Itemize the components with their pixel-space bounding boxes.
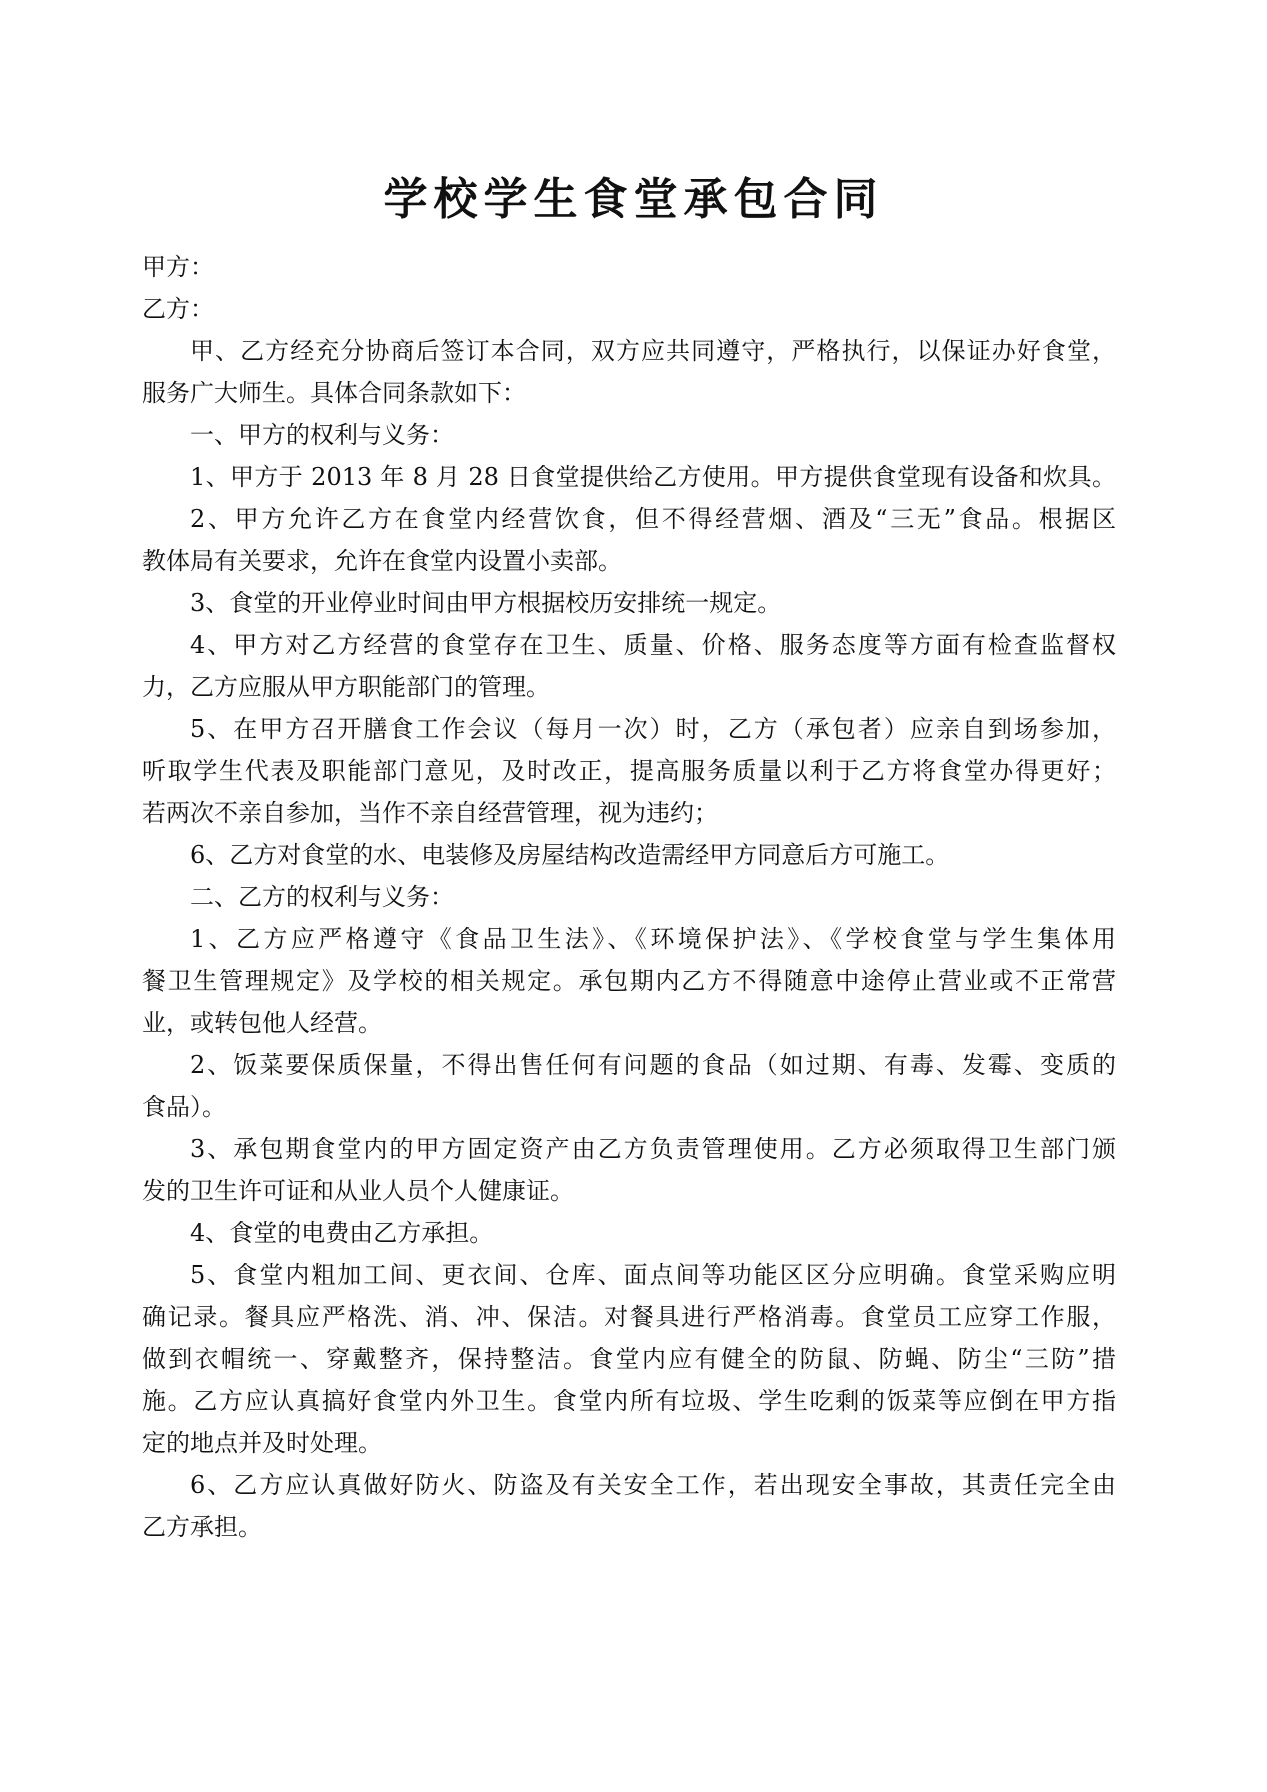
text-line: 6、乙方应认真做好防火、防盗及有关安全工作，若出现安全事故，其责任完全由 xyxy=(190,1471,1116,1499)
text-line: 教体局有关要求，允许在食堂内设置小卖部。 xyxy=(142,547,622,575)
text-line: 听取学生代表及职能部门意见，及时改正，提高服务质量以利于乙方将食堂办得更好； xyxy=(142,757,1116,785)
text-line: 服务广大师生。具体合同条款如下： xyxy=(142,379,526,407)
party-b-label: 乙方： xyxy=(142,295,214,323)
document-body xyxy=(142,246,1116,1548)
text-line: 业，或转包他人经营。 xyxy=(142,1009,382,1037)
text-line: 甲、乙方经充分协商后签订本合同，双方应共同遵守，严格执行，以保证办好食堂， xyxy=(190,337,1116,365)
text-line: 5、食堂内粗加工间、更衣间、仓库、面点间等功能区区分应明确。食堂采购应明 xyxy=(190,1261,1116,1289)
text-line: 力，乙方应服从甲方职能部门的管理。 xyxy=(142,673,550,701)
text-line: 4、食堂的电费由乙方承担。 xyxy=(190,1219,494,1247)
text-line: 发的卫生许可证和从业人员个人健康证。 xyxy=(142,1177,574,1205)
text-line: 5、在甲方召开膳食工作会议（每月一次）时，乙方（承包者）应亲自到场参加， xyxy=(190,715,1116,743)
contract-text xyxy=(142,330,1116,1548)
text-line: 食品）。 xyxy=(142,1093,226,1121)
text-line: 定的地点并及时处理。 xyxy=(142,1429,382,1457)
text-line: 餐卫生管理规定》及学校的相关规定。承包期内乙方不得随意中途停止营业或不正常营 xyxy=(142,967,1116,995)
text-line: 确记录。餐具应严格洗、消、冲、保洁。对餐具进行严格消毒。食堂员工应穿工作服， xyxy=(142,1303,1116,1331)
text-line: 3、承包期食堂内的甲方固定资产由乙方负责管理使用。乙方必须取得卫生部门颁 xyxy=(190,1135,1116,1163)
party-a-label: 甲方： xyxy=(142,253,214,281)
text-line: 2、饭菜要保质保量，不得出售任何有问题的食品（如过期、有毒、发霉、变质的 xyxy=(190,1051,1116,1079)
text-line: 3、食堂的开业停业时间由甲方根据校历安排统一规定。 xyxy=(190,589,782,617)
text-line: 施。乙方应认真搞好食堂内外卫生。食堂内所有垃圾、学生吃剩的饭菜等应倒在甲方指 xyxy=(142,1387,1116,1415)
text-line: 2、甲方允许乙方在食堂内经营饮食，但不得经营烟、酒及“三无”食品。根据区 xyxy=(190,505,1116,533)
text-line: 6、乙方对食堂的水、电装修及房屋结构改造需经甲方同意后方可施工。 xyxy=(190,841,950,869)
text-line: 乙方承担。 xyxy=(142,1513,262,1541)
text-line: 1、乙方应严格遵守《食品卫生法》、《环境保护法》、《学校食堂与学生集体用 xyxy=(190,925,1116,953)
text-line: 二、乙方的权利与义务： xyxy=(190,883,454,911)
document-title: 学校学生食堂承包合同 xyxy=(383,174,884,225)
text-line: 做到衣帽统一、穿戴整齐，保持整洁。食堂内应有健全的防鼠、防蝇、防尘“三防”措 xyxy=(142,1345,1116,1373)
text-line: 4、甲方对乙方经营的食堂存在卫生、质量、价格、服务态度等方面有检查监督权 xyxy=(190,631,1116,659)
text-line: 1、甲方于 2013 年 8 月 28 日食堂提供给乙方使用。甲方提供食堂现有设备和炊具。 xyxy=(190,463,1116,491)
text-line: 一、甲方的权利与义务： xyxy=(190,421,454,449)
text-line: 若两次不亲自参加，当作不亲自经营管理，视为违约； xyxy=(142,799,718,827)
